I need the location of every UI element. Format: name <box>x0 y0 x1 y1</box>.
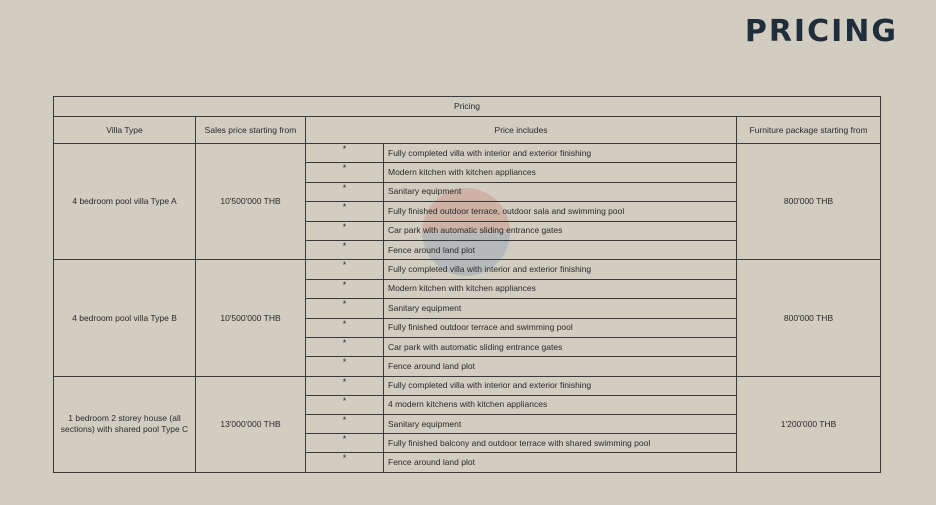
header-sales-price: Sales price starting from <box>196 117 306 144</box>
pricing-table <box>53 96 881 473</box>
villa-type-cell: 1 bedroom 2 storey house (all sections) with shared pool Type C <box>54 376 196 472</box>
price-include-item: Fence around land plot <box>384 453 737 472</box>
bullet-marker: * <box>306 182 384 201</box>
price-include-item: Sanitary equipment <box>384 415 737 434</box>
bullet-marker: * <box>306 240 384 259</box>
price-include-item: 4 modern kitchens with kitchen appliances <box>384 395 737 414</box>
price-include-item: Sanitary equipment <box>384 182 737 201</box>
price-include-item: Fully completed villa with interior and exterior finishing <box>384 376 737 395</box>
price-include-item: Modern kitchen with kitchen appliances <box>384 163 737 182</box>
bullet-marker: * <box>306 163 384 182</box>
header-price-includes: Price includes <box>306 117 737 144</box>
page-title: PRICING <box>744 14 898 49</box>
furniture-price-cell: 800'000 THB <box>737 144 881 260</box>
table-row <box>54 260 881 279</box>
bullet-marker: * <box>306 415 384 434</box>
price-include-item: Fully finished outdoor terrace and swimming pool <box>384 318 737 337</box>
price-include-item: Car park with automatic sliding entrance gates <box>384 337 737 356</box>
price-include-item: Car park with automatic sliding entrance gates <box>384 221 737 240</box>
villa-type-cell: 4 bedroom pool villa Type A <box>54 144 196 260</box>
bullet-marker: * <box>306 260 384 279</box>
bullet-marker: * <box>306 376 384 395</box>
table-row <box>54 376 881 395</box>
sales-price-cell: 10'500'000 THB <box>196 144 306 260</box>
price-include-item: Fence around land plot <box>384 240 737 259</box>
header-furniture: Furniture package starting from <box>737 117 881 144</box>
furniture-price-cell: 800'000 THB <box>737 260 881 376</box>
price-include-item: Fully completed villa with interior and exterior finishing <box>384 144 737 163</box>
bullet-marker: * <box>306 337 384 356</box>
price-include-item: Sanitary equipment <box>384 299 737 318</box>
villa-type-cell: 4 bedroom pool villa Type B <box>54 260 196 376</box>
pricing-body <box>54 144 881 473</box>
bullet-marker: * <box>306 279 384 298</box>
table-caption: Pricing <box>54 97 881 117</box>
bullet-marker: * <box>306 395 384 414</box>
price-include-item: Fully finished balcony and outdoor terrace with shared swimming pool <box>384 434 737 453</box>
furniture-price-cell: 1'200'000 THB <box>737 376 881 472</box>
bullet-marker: * <box>306 299 384 318</box>
price-include-item: Modern kitchen with kitchen appliances <box>384 279 737 298</box>
bullet-marker: * <box>306 221 384 240</box>
table-row <box>54 144 881 163</box>
price-include-item: Fence around land plot <box>384 357 737 376</box>
header-villa-type: Villa Type <box>54 117 196 144</box>
price-include-item: Fully finished outdoor terrace, outdoor sala and swimming pool <box>384 202 737 221</box>
bullet-marker: * <box>306 202 384 221</box>
bullet-marker: * <box>306 318 384 337</box>
bullet-marker: * <box>306 434 384 453</box>
bullet-marker: * <box>306 357 384 376</box>
price-include-item: Fully completed villa with interior and exterior finishing <box>384 260 737 279</box>
sales-price-cell: 10'500'000 THB <box>196 260 306 376</box>
bullet-marker: * <box>306 144 384 163</box>
sales-price-cell: 13'000'000 THB <box>196 376 306 472</box>
bullet-marker: * <box>306 453 384 472</box>
